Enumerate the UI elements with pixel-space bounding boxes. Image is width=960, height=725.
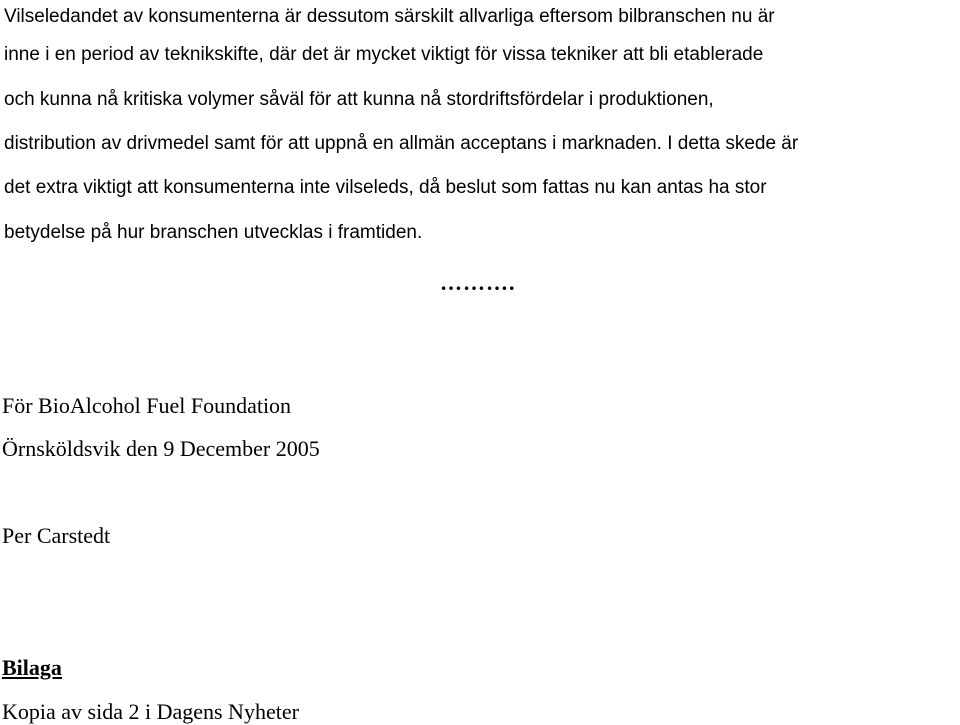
paragraph-line: Vilseledandet av konsumenterna är dessutom särskilt allvarliga eftersom bilbranschen nu är (4, 6, 775, 27)
attachment-heading: Bilaga (2, 655, 62, 680)
paragraph-line: det extra viktigt att konsumenterna inte vilseleds, då beslut som fattas nu kan antas ha stor (4, 177, 767, 198)
attachment-description: Kopia av sida 2 i Dagens Nyheter (2, 699, 299, 724)
paragraph-line: och kunna nå kritiska volymer såväl för att kunna nå stordriftsfördelar i produktionen, (4, 89, 714, 110)
paragraph-line: distribution av drivmedel samt för att uppnå en allmän acceptans i marknaden. I detta skede är (4, 133, 799, 154)
paragraph-line: inne i en period av teknikskifte, där det är mycket viktigt för vissa tekniker att bli etablerade (4, 44, 764, 65)
signer-name: Per Carstedt (2, 523, 111, 548)
section-separator: ………. (440, 270, 516, 295)
paragraph-line: betydelse på hur branschen utvecklas i framtiden. (4, 222, 423, 243)
organization-line: För BioAlcohol Fuel Foundation (2, 393, 292, 418)
place-date-line: Örnsköldsvik den 9 December 2005 (2, 436, 320, 461)
